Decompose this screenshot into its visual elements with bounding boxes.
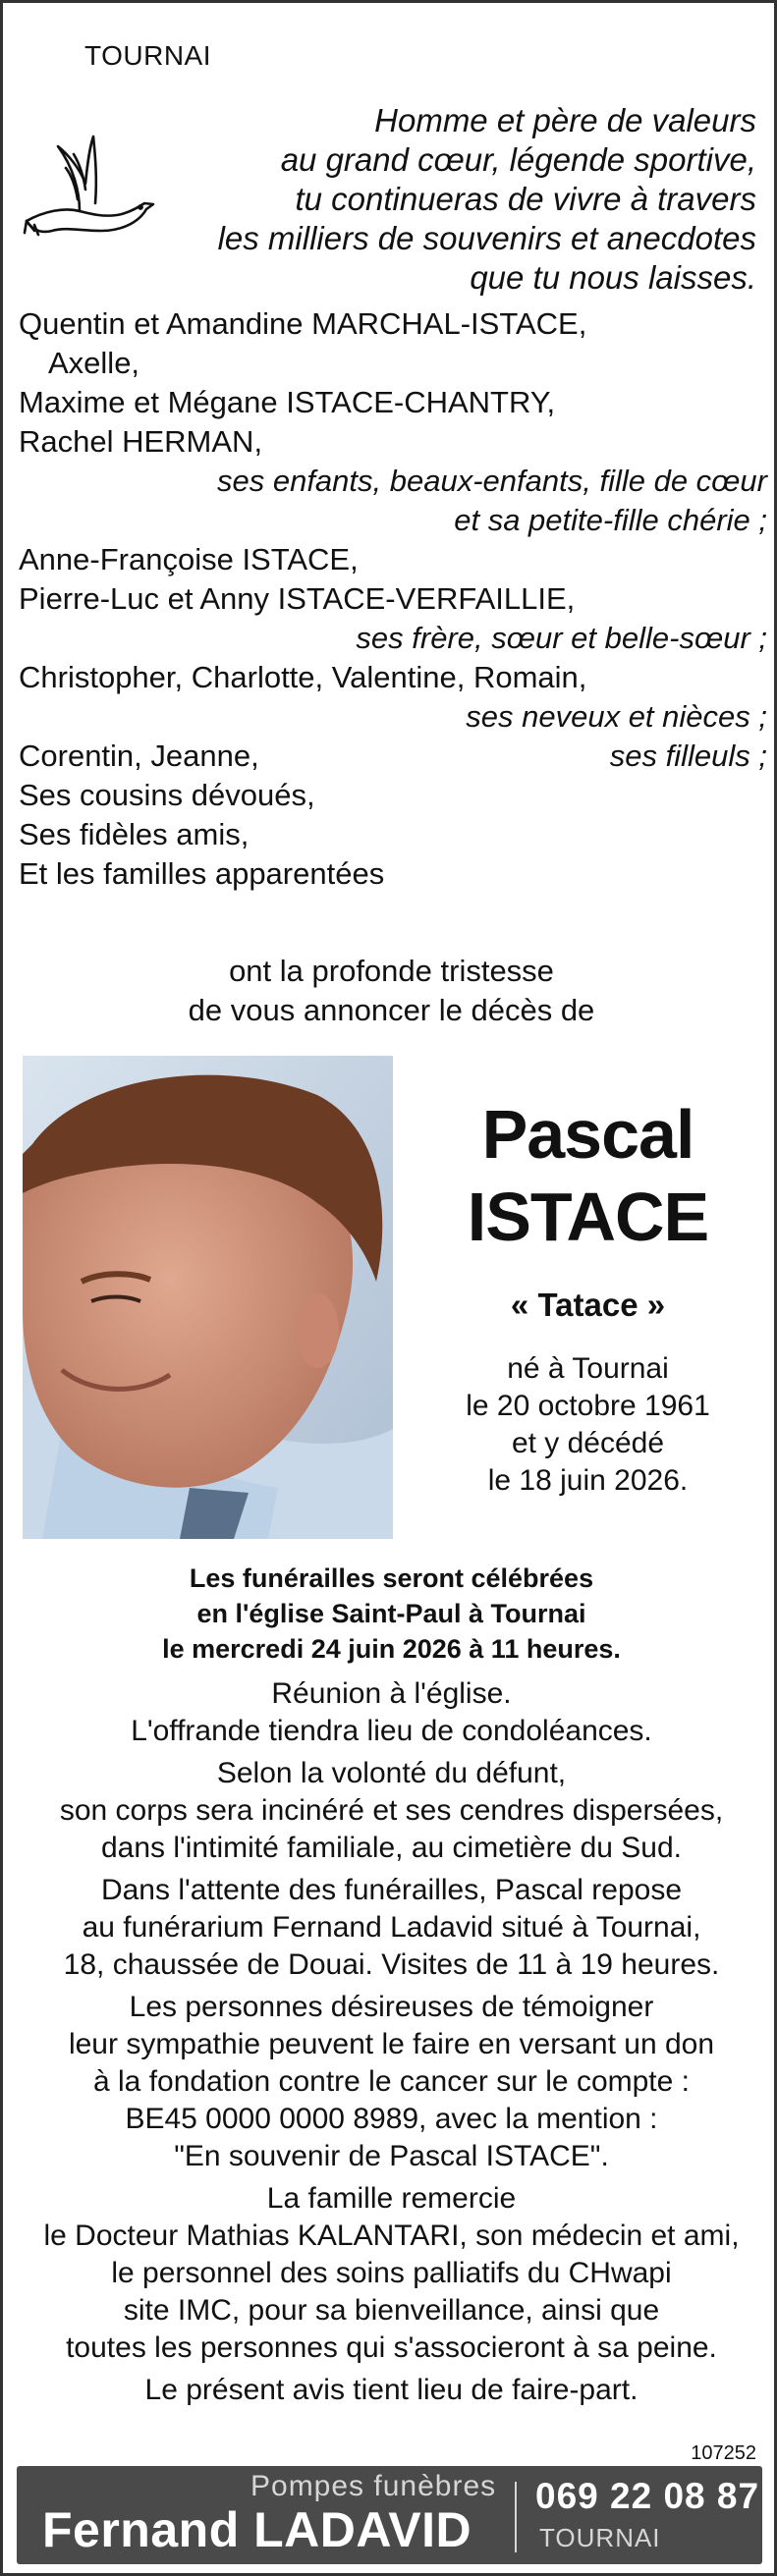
announcement-line: ont la profonde tristesse: [229, 954, 554, 988]
family-line: Rachel HERMAN,: [19, 424, 263, 459]
family-line: Et les familles apparentées: [19, 856, 385, 891]
funeral-home-phone: 069 22 08 87: [535, 2476, 760, 2516]
poem-line: que tu nous laisses.: [470, 259, 756, 296]
detail-line: 18, chaussée de Douai. Visites de 11 à 19 heures.: [63, 1948, 720, 1981]
detail-paragraph: [3, 2372, 777, 2409]
family-line: Ses cousins dévoués,: [19, 778, 315, 812]
family-list: [19, 304, 767, 894]
birth-line: le 20 octobre 1961: [466, 1390, 710, 1422]
detail-line: au funérarium Fernand Ladavid situé à Tournai,: [82, 1911, 701, 1944]
family-line-split: [19, 737, 767, 776]
poem-line: Homme et père de valeurs: [374, 102, 756, 138]
family-line: Quentin et Amandine MARCHAL-ISTACE,: [19, 306, 587, 341]
announcement-line: de vous annoncer le décès de: [188, 993, 595, 1027]
header-city: TOURNAI: [84, 40, 211, 71]
family-relation: ses enfants, beaux-enfants, fille de cœur: [216, 464, 767, 498]
detail-paragraph: [3, 1755, 777, 1867]
funeral-line: en l'église Saint-Paul à Tournai: [196, 1599, 586, 1628]
funeral-details: [3, 1675, 777, 2414]
detail-paragraph: [3, 1989, 777, 2175]
poem: [128, 101, 756, 298]
deceased-info: [396, 1093, 777, 1500]
funeral-home-city: TOURNAI: [539, 2523, 661, 2552]
detail-paragraph: [3, 2180, 777, 2367]
family-line: Anne-Françoise ISTACE,: [19, 542, 359, 576]
family-relation: et sa petite-fille chérie ;: [454, 503, 767, 537]
detail-line: toutes les personnes qui s'associeront à sa peine.: [66, 2331, 717, 2364]
detail-line: Réunion à l'église.: [271, 1677, 512, 1710]
family-relation: ses filleuls ;: [609, 739, 767, 773]
family-line: Ses fidèles amis,: [19, 817, 250, 851]
detail-paragraph: [3, 1675, 777, 1750]
family-relation: ses frère, sœur et belle-sœur ;: [356, 621, 767, 655]
detail-line: Dans l'attente des funérailles, Pascal repose: [100, 1874, 683, 1906]
detail-line: Selon la volonté du défunt,: [216, 1757, 567, 1789]
funeral-announcement: [3, 1561, 777, 1667]
family-line: Christopher, Charlotte, Valentine, Romain,: [19, 660, 587, 694]
funeral-home-banner: [17, 2466, 762, 2564]
announcement: [3, 952, 777, 1030]
deceased-last-name: ISTACE: [467, 1178, 709, 1255]
detail-line: son corps sera incinéré et ses cendres dispersées,: [59, 1794, 724, 1827]
funeral-home-name: Fernand LADAVID: [42, 2502, 472, 2557]
reference-number: 107252: [691, 2442, 756, 2464]
birth-line: et y décédé: [511, 1427, 665, 1459]
detail-line: Les personnes désireuses de témoigner: [129, 1991, 654, 2023]
funeral-line: le mercredi 24 juin 2026 à 11 heures.: [162, 1634, 621, 1664]
family-line: Maxime et Mégane ISTACE-CHANTRY,: [19, 385, 556, 419]
deceased-photo: [23, 1056, 393, 1539]
funeral-line: Les funérailles seront célébrées: [189, 1563, 594, 1593]
detail-line: à la fondation contre le cancer sur le compte :: [92, 2065, 690, 2098]
detail-line: La famille remercie: [266, 2182, 517, 2215]
detail-line: L'offrande tiendra lieu de condoléances.: [131, 1715, 652, 1747]
footer-divider: [515, 2482, 517, 2552]
poem-line: tu continueras de vivre à travers: [295, 181, 756, 217]
detail-line: Le présent avis tient lieu de faire-part.: [144, 2374, 638, 2406]
funeral-home-label: Pompes funèbres: [250, 2470, 497, 2502]
family-line: Pierre-Luc et Anny ISTACE-VERFAILLIE,: [19, 581, 576, 616]
birth-line: né à Tournai: [507, 1352, 669, 1385]
family-relation: ses neveux et nièces ;: [466, 699, 767, 734]
detail-line: le Docteur Mathias KALANTARI, son médecin et ami,: [43, 2220, 740, 2252]
detail-line: BE45 0000 0000 8989, avec la mention :: [125, 2103, 658, 2135]
detail-line: le personnel des soins palliatifs du CHwapi: [111, 2257, 672, 2289]
detail-line: site IMC, pour sa bienveillance, ainsi que: [123, 2294, 660, 2327]
family-line: Axelle,: [48, 346, 140, 380]
poem-line: au grand cœur, légende sportive,: [280, 141, 756, 178]
family-line: Corentin, Jeanne,: [19, 739, 259, 773]
poem-line: les milliers de souvenirs et anecdotes: [217, 220, 756, 256]
detail-line: dans l'intimité familiale, au cimetière du Sud.: [100, 1832, 682, 1864]
detail-line: leur sympathie peuvent le faire en versant un don: [68, 2028, 715, 2060]
detail-paragraph: [3, 1872, 777, 1984]
deceased-nickname: « Tatace »: [510, 1287, 666, 1323]
birth-death-info: [396, 1350, 777, 1500]
detail-line: "En souvenir de Pascal ISTACE".: [174, 2140, 609, 2172]
birth-line: le 18 juin 2026.: [487, 1464, 689, 1497]
deceased-first-name: Pascal: [481, 1096, 694, 1173]
